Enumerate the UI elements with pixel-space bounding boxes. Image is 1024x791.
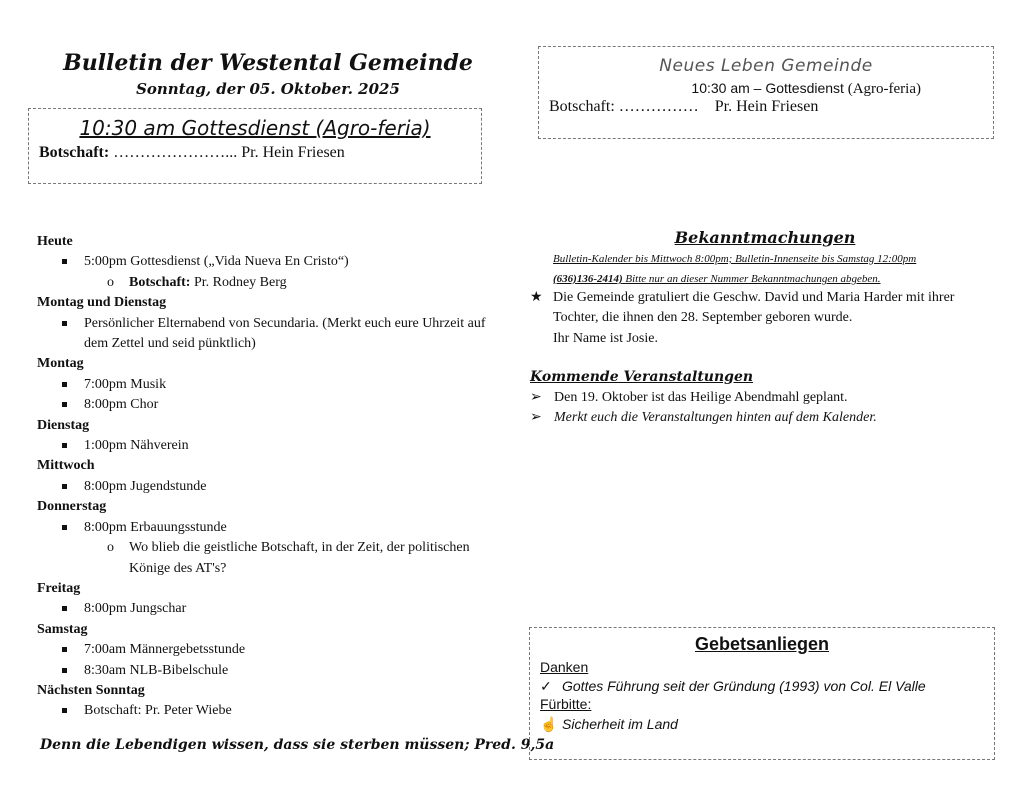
thanks-label: Danken [540,659,589,675]
schedule-item [37,661,507,681]
message-label: Botschaft: [129,274,191,290]
prayer-box [529,627,995,760]
bullet-square-icon [62,484,67,489]
schedule-item [37,701,507,721]
thanks-item [540,678,926,695]
schedule-item [37,436,507,456]
schedule-item-text: 7:00pm Musik [84,376,167,392]
arrow-icon: ➢ [530,390,542,405]
note-deadlines: Bulletin-Kalender bis Mittwoch 8:00pm; Bulletin-Innenseite bis Samstag 12:00pm [553,253,917,265]
bullet-square-icon [62,321,67,326]
bullet-square-icon [62,259,67,264]
upcoming-text: Den 19. Oktober ist das Heilige Abendmahl geplant. [554,390,848,405]
announcements-note [553,249,973,289]
day-heading: Mittwoch [37,458,95,474]
bullet-square-icon [62,708,67,713]
bullet-square-icon [62,382,67,387]
praying-hands-icon: ☝ [540,716,558,732]
schedule-item [37,395,507,415]
main-service-box [28,108,482,184]
note-instruction: Bitte nur an dieser Nummer Bekanntmachungen abgeben. [625,273,881,285]
schedule-item-text: Botschaft: Pr. Peter Wiebe [84,703,232,719]
phone-number: (636)136-2414) [553,273,623,285]
bulletin-title: Bulletin der Westental Gemeinde [63,50,473,76]
upcoming-title: Kommende Veranstaltungen [530,369,754,385]
neues-leben-message [549,98,993,116]
message-dots: …………………... [113,144,238,161]
arrow-icon: ➢ [530,410,542,426]
schedule-item-text: Persönlicher Elternabend von Secundaria. (Merkt euch eure Uhrzeit auf dem Zettel und seid pünktlich) [84,315,486,352]
schedule-item [37,599,507,619]
intercession-label: Fürbitte: [540,696,592,712]
schedule-item-text: 7:00am Männergebetsstunde [84,642,246,658]
schedule-item [37,252,507,272]
bullet-square-icon [62,647,67,652]
weekly-schedule [37,232,507,722]
neues-leben-title: Neues Leben Gemeinde [659,56,873,76]
schedule-item-text: 8:00pm Jugendstunde [84,478,207,494]
schedule-subitem-text: Pr. Rodney Berg [193,274,287,290]
schedule-item [37,640,507,660]
schedule-subitem [37,538,507,579]
schedule-item [37,375,507,395]
checkmark-icon: ✓ [540,678,552,694]
schedule-item-text: 8:00pm Jungschar [84,601,187,617]
service-time: 10:30 am – Gottesdienst [691,80,844,96]
star-icon: ★ [530,290,543,305]
announcement-text: Die Gemeinde gratuliert die Geschw. David und Maria Harder mit ihrer Tochter, die ihnen den 28. September geboren wurde. [553,290,955,326]
thanks-text: Gottes Führung seit der Gründung (1993) von Col. El Valle [562,678,926,694]
schedule-item-text: 8:30am NLB-Bibelschule [84,662,229,678]
schedule-item [37,477,507,497]
main-service-message [39,144,481,162]
bible-verse: Denn die Lebendigen wissen, dass sie sterben müssen; Pred. 9,5a [40,737,555,753]
day-heading: Heute [37,234,73,249]
schedule-subitem [37,273,507,293]
day-heading: Donnerstag [37,499,107,515]
schedule-item-text: 1:00pm Nähverein [84,438,189,454]
bullet-square-icon [62,525,67,530]
day-heading: Montag und Dienstag [37,295,167,311]
day-heading: Dienstag [37,417,90,433]
intercession-item [540,716,678,733]
bullet-circle-icon: o [107,540,114,556]
bullet-square-icon [62,668,67,673]
schedule-item [37,314,507,355]
announcements-title: Bekanntmachungen [674,228,856,247]
message-label: Botschaft: [39,144,110,161]
prayer-title: Gebetsanliegen [694,634,830,654]
list-item [530,388,990,408]
schedule-subitem-text: Wo blieb die geistliche Botschaft, in der Zeit, der politischen Könige des AT's? [129,540,470,576]
day-heading: Samstag [37,621,88,637]
announcement-item [530,288,980,349]
bullet-square-icon [62,443,67,448]
message-speaker: Pr. Hein Friesen [241,144,345,161]
announcement-name: Ihr Name ist Josie. [553,330,658,346]
neues-leben-box [538,46,994,139]
message-label: Botschaft: [549,98,615,115]
bullet-circle-icon: o [107,274,114,290]
schedule-item [37,518,507,538]
message-speaker: Pr. Hein Friesen [714,98,819,115]
bullet-square-icon [62,402,67,407]
bullet-square-icon [62,606,67,611]
message-dots: …………… [618,98,699,115]
bulletin-date: Sonntag, der 05. Oktober. 2025 [136,80,400,98]
intercession-text: Sicherheit im Land [562,716,678,732]
schedule-item-text: 8:00pm Erbauungsstunde [84,519,227,535]
list-item [530,408,990,428]
neues-leben-service [539,80,993,98]
day-heading: Montag [37,356,84,372]
note-phone [553,273,881,285]
schedule-item-text: 5:00pm Gottesdienst („Vida Nueva En Cristo“) [84,254,349,270]
upcoming-text: Merkt euch die Veranstaltungen hinten auf dem Kalender. [554,410,877,426]
schedule-item-text: 8:00pm Chor [84,397,159,413]
main-service-title: 10:30 am Gottesdienst (Agro-feria) [79,116,431,140]
service-place: (Agro-feria) [847,81,921,97]
upcoming-list [530,388,990,429]
day-heading: Freitag [37,580,81,596]
day-heading: Nächsten Sonntag [37,682,145,698]
